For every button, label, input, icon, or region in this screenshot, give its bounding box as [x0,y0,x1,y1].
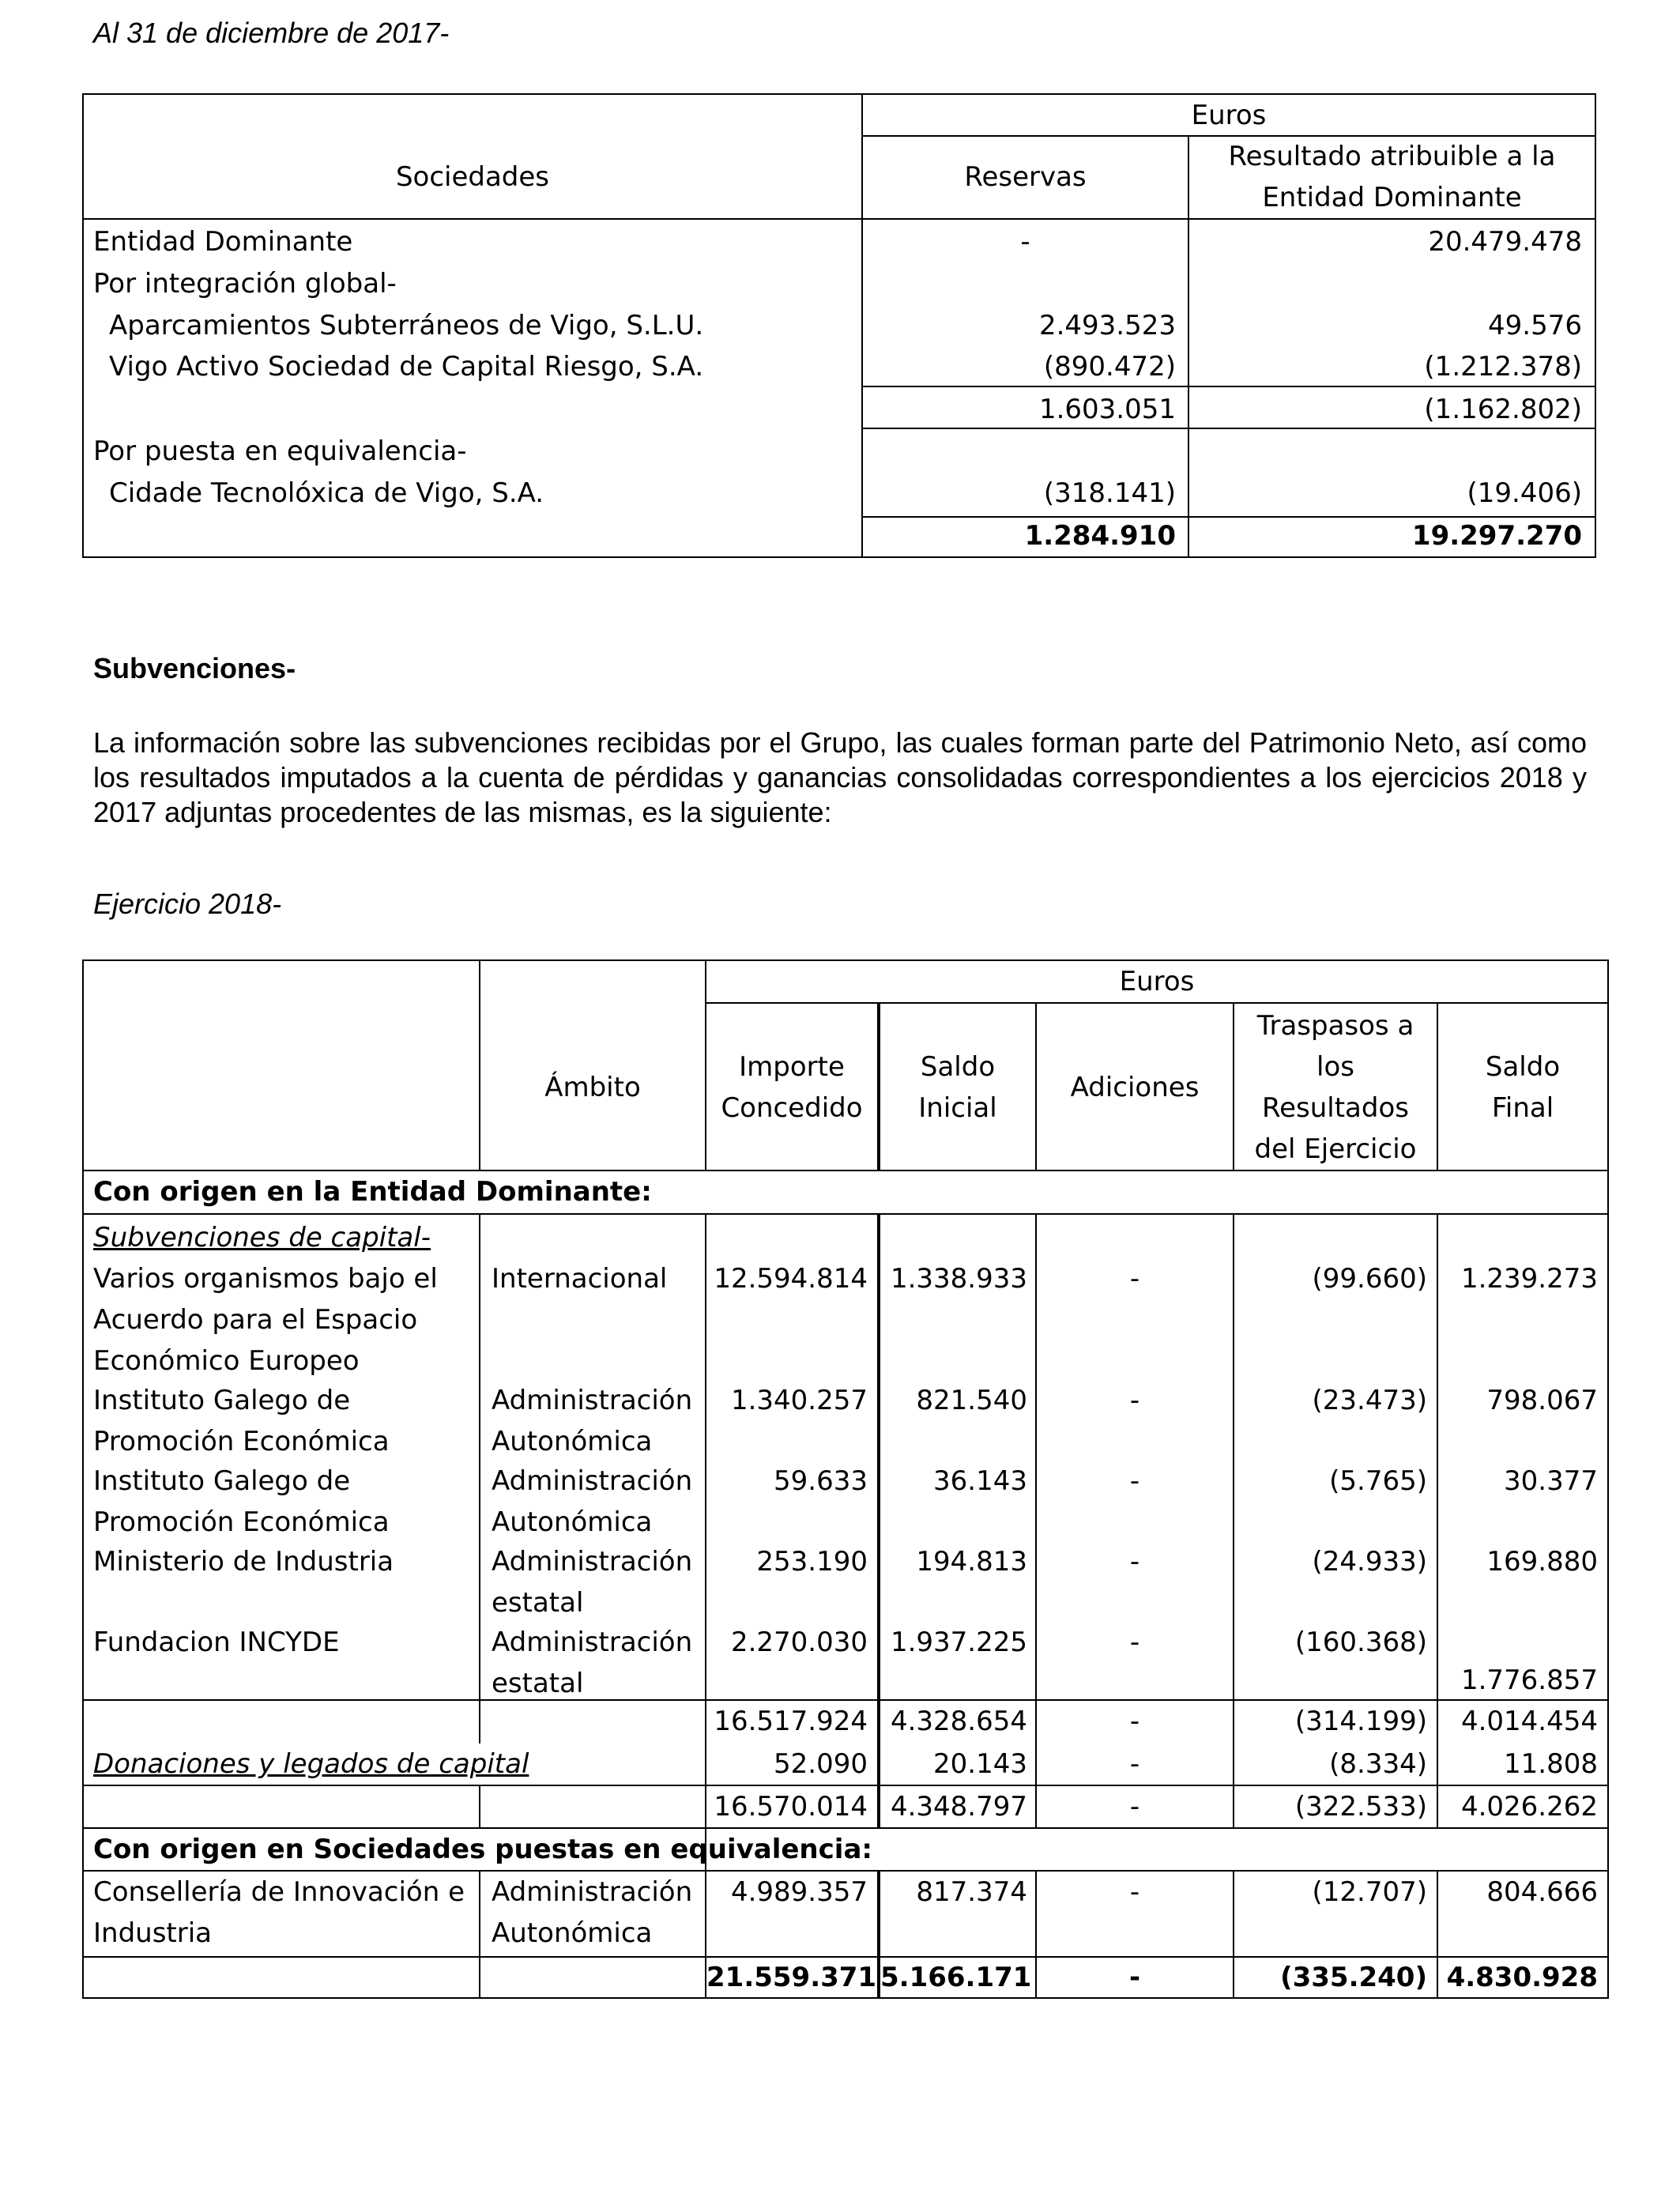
importe-value: 12.594.814 [714,1263,868,1295]
row-label: Por integración global- [93,268,397,300]
subtotal2-saldo-final: 4.026.262 [1460,1791,1598,1823]
ambito-label: Administración [492,1627,693,1658]
header-sociedades: Sociedades [395,161,550,193]
entity-label: Ministerio de Industria [93,1546,394,1578]
row-label: Por puesta en equivalencia- [93,435,467,467]
row-resultado: 20.479.478 [1428,226,1582,258]
entity-label: Promoción Económica [93,1506,390,1538]
header-importe-line1: Importe [739,1051,845,1083]
ambito-label: Internacional [492,1263,668,1295]
header-saldo-final-line2: Final [1491,1092,1554,1124]
saldo-inicial-value: 821.540 [916,1385,1027,1416]
header-ambito: Ámbito [544,1072,641,1103]
donaciones-traspasos: (8.334) [1329,1748,1427,1780]
header-importe-line2: Concedido [721,1092,863,1124]
adiciones-value: - [1129,1385,1140,1416]
subtotal-adiciones: - [1129,1706,1140,1737]
row-reservas: - [1020,226,1030,258]
ambito-label: Administración [492,1546,693,1578]
header-resultado-line2: Entidad Dominante [1262,182,1522,213]
row-label: Entidad Dominante [93,226,353,258]
subvenciones-paragraph: La información sobre las subvenciones recibidas por el Grupo, las cuales forman parte del Patrimonio Neto, así como los resultados imputados a la cuenta de pérdidas y ganancias consolidadas correspondientes a los ejercicios 2018 y 2017 adjuntas procedentes de las mismas, es la siguiente: [93,726,1587,828]
page-heading-2017: Al 31 de diciembre de 2017- [93,17,450,49]
adiciones-value: - [1129,1876,1140,1908]
row-resultado: (1.212.378) [1424,351,1582,383]
saldo-inicial-value: 1.338.933 [890,1263,1027,1295]
entity-label: Fundacion INCYDE [93,1627,340,1658]
adiciones-value: - [1129,1465,1140,1497]
subtotal-resultado: (1.162.802) [1424,394,1582,425]
ambito-label: Administración [492,1876,693,1908]
subtotal-saldo-final: 4.014.454 [1460,1706,1598,1737]
traspasos-value: (5.765) [1329,1465,1427,1497]
traspasos-value: (24.933) [1312,1546,1427,1578]
row-reservas: 2.493.523 [1038,310,1176,341]
row-resultado: (19.406) [1467,477,1582,509]
traspasos-value: (12.707) [1312,1876,1427,1908]
ambito-label: Administración [492,1465,693,1497]
traspasos-value: (160.368) [1294,1627,1427,1658]
ambito-label: estatal [492,1587,584,1619]
ejercicio-heading: Ejercicio 2018- [93,888,282,920]
entity-label: Instituto Galego de [93,1385,351,1416]
total-resultado: 19.297.270 [1411,520,1582,552]
importe-value: 253.190 [756,1546,868,1578]
subsection-subvenciones-capital: Subvenciones de capital- [93,1222,431,1253]
header-traspasos-line3: Resultados [1262,1092,1409,1124]
entity-label: Industria [93,1917,213,1949]
importe-value: 1.340.257 [730,1385,868,1416]
section-title-subvenciones: Subvenciones- [93,652,296,684]
ambito-label: Autonómica [492,1506,653,1538]
header-adiciones: Adiciones [1070,1072,1200,1103]
saldo-inicial-value: 817.374 [916,1876,1027,1908]
total-saldo-inicial: 5.166.171 [880,1962,1032,1993]
subtotal2-saldo-inicial: 4.348.797 [890,1791,1027,1823]
row-reservas: (890.472) [1043,351,1176,383]
donaciones-saldo-inicial: 20.143 [933,1748,1027,1780]
header-traspasos-line2: los [1317,1051,1354,1083]
total-traspasos: (335.240) [1280,1962,1427,1993]
ambito-label: Autonómica [492,1426,653,1457]
importe-value: 2.270.030 [730,1627,868,1658]
ambito-label: Administración [492,1385,693,1416]
header-saldo-inicial-line1: Saldo [920,1051,996,1083]
row-label: Vigo Activo Sociedad de Capital Riesgo, S.A. [109,351,704,383]
donaciones-importe: 52.090 [774,1748,868,1780]
saldo-final-value: 804.666 [1486,1876,1598,1908]
ambito-label: estatal [492,1668,584,1699]
subtotal-saldo-inicial: 4.328.654 [890,1706,1027,1737]
saldo-inicial-value: 194.813 [916,1546,1027,1578]
saldo-inicial-value: 1.937.225 [890,1627,1027,1658]
entity-label: Promoción Económica [93,1426,390,1457]
header-saldo-inicial-line2: Inicial [918,1092,997,1124]
saldo-final-value: 798.067 [1486,1385,1598,1416]
adiciones-value: - [1129,1263,1140,1295]
row-label: Cidade Tecnolóxica de Vigo, S.A. [109,477,544,509]
entity-label: Varios organismos bajo el [93,1263,438,1295]
header-saldo-final-line1: Saldo [1485,1051,1561,1083]
subtotal-importe: 16.517.924 [714,1706,868,1737]
header-traspasos-line4: del Ejercicio [1254,1133,1417,1165]
header-traspasos-line1: Traspasos a [1256,1010,1414,1042]
importe-value: 4.989.357 [730,1876,868,1908]
entity-label: Consellería de Innovación e [93,1876,465,1908]
subtotal2-adiciones: - [1129,1791,1140,1823]
saldo-final-value: 30.377 [1504,1465,1598,1497]
saldo-final-value: 1.776.857 [1460,1664,1598,1696]
header-euros: Euros [1119,966,1195,997]
subtotal2-importe: 16.570.014 [714,1791,868,1823]
total-importe: 21.559.371 [706,1962,877,1993]
section-sociedades-equivalencia: Con origen en Sociedades puestas en equivalencia: [93,1834,872,1865]
donaciones-adiciones: - [1129,1748,1140,1780]
adiciones-value: - [1129,1546,1140,1578]
row-label: Aparcamientos Subterráneos de Vigo, S.L.U. [109,310,704,341]
entity-label: Acuerdo para el Espacio [93,1304,418,1336]
donaciones-saldo-final: 11.808 [1504,1748,1598,1780]
header-resultado-line1: Resultado atribuible a la [1228,141,1556,172]
subtotal2-traspasos: (322.533) [1294,1791,1427,1823]
subtotal-traspasos: (314.199) [1294,1706,1427,1737]
header-reservas: Reservas [964,161,1087,193]
saldo-final-value: 1.239.273 [1460,1263,1598,1295]
row-reservas: (318.141) [1043,477,1176,509]
total-adiciones: - [1128,1962,1141,1993]
subtotal-reservas: 1.603.051 [1038,394,1176,425]
entity-label: Económico Europeo [93,1345,360,1377]
total-reservas: 1.284.910 [1024,520,1176,552]
donaciones-label: Donaciones y legados de capital [93,1748,529,1780]
row-resultado: 49.576 [1488,310,1582,341]
traspasos-value: (23.473) [1312,1385,1427,1416]
importe-value: 59.633 [774,1465,868,1497]
entity-label: Instituto Galego de [93,1465,351,1497]
traspasos-value: (99.660) [1312,1263,1427,1295]
saldo-final-value: 169.880 [1486,1546,1598,1578]
total-saldo-final: 4.830.928 [1446,1962,1598,1993]
saldo-inicial-value: 36.143 [933,1465,1027,1497]
adiciones-value: - [1129,1627,1140,1658]
header-euros: Euros [1191,100,1267,131]
ambito-label: Autonómica [492,1917,653,1949]
section-entidad-dominante: Con origen en la Entidad Dominante: [93,1176,652,1208]
